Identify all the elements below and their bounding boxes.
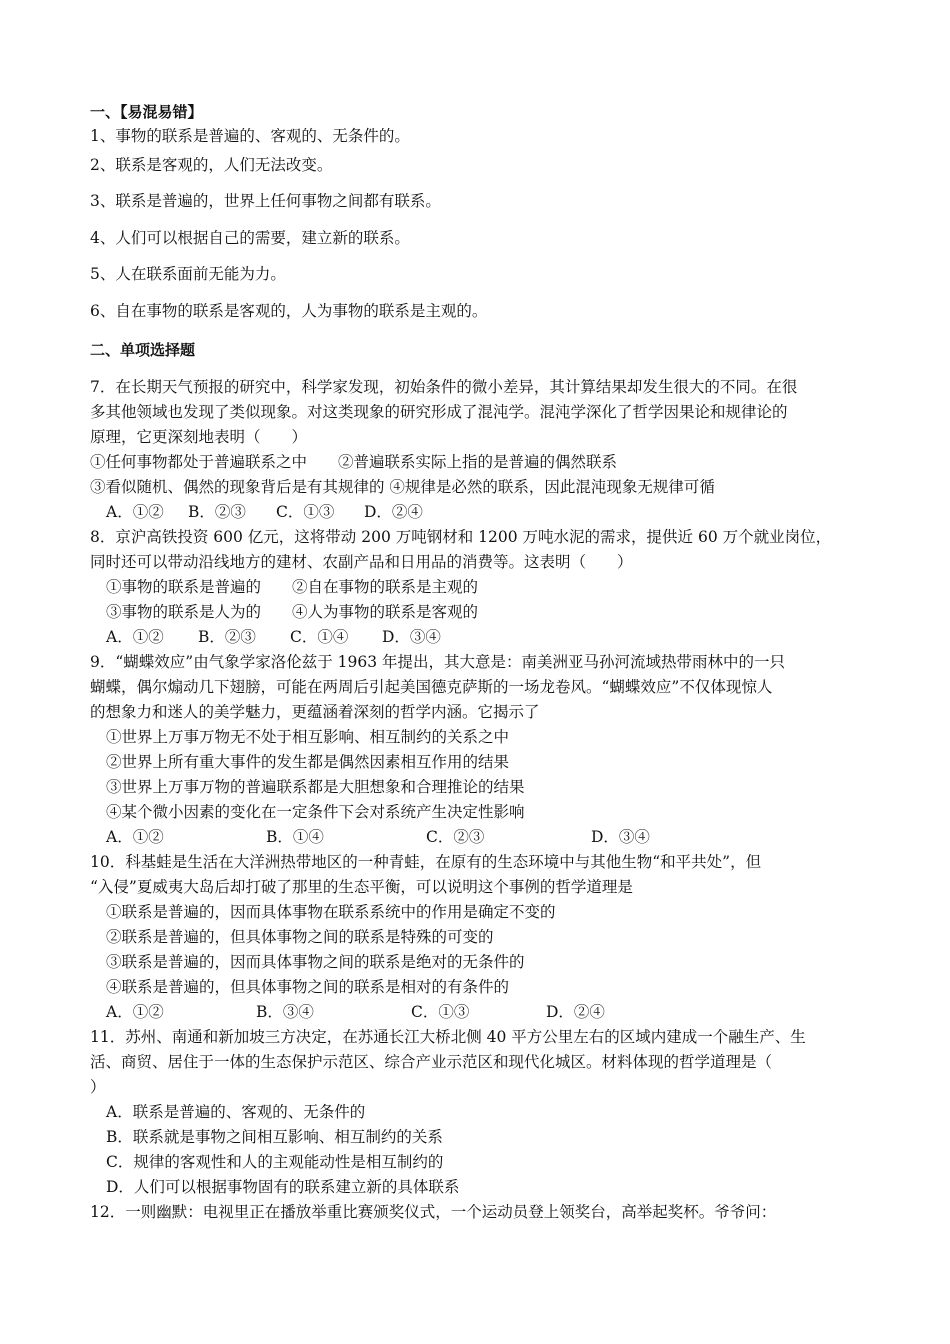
- answer-options: [90, 500, 870, 525]
- section-heading: 二、单项选择题: [90, 340, 196, 359]
- fact-item: 4、人们可以根据自己的需要，建立新的联系。: [90, 228, 410, 247]
- choice-statement: ③事物的联系是人为的 ④人为事物的联系是客观的: [106, 602, 479, 621]
- question-stem: “入侵”夏威夷大岛后却打破了那里的生态平衡，可以说明这个事例的哲学道理是: [90, 877, 633, 896]
- question-stem: 的想象力和迷人的美学魅力，更蕴涵着深刻的哲学内涵。它揭示了: [90, 702, 540, 721]
- question-stem: 原理，它更深刻地表明（ ）: [90, 427, 308, 446]
- choice-statement: ①任何事物都处于普遍联系之中 ②普遍联系实际上指的是普遍的偶然联系: [90, 452, 618, 471]
- option-d: D．②④: [546, 1002, 605, 1021]
- answer-options: [90, 1000, 870, 1025]
- answer-option: C．规律的客观性和人的主观能动性是相互制约的: [106, 1152, 444, 1171]
- fact-item: 2、联系是客观的，人们无法改变。: [90, 156, 333, 174]
- option-d: D．②④: [364, 502, 423, 521]
- question-stem: 同时还可以带动沿线地方的建材、农副产品和日用品的消费等。这表明（ ）: [90, 552, 633, 571]
- option-b: B．②③: [188, 502, 246, 521]
- option-a: A．①②: [106, 827, 164, 846]
- question-stem: 蝴蝶，偶尔煽动几下翅膀，可能在两周后引起美国德克萨斯的一场龙卷风。“蝴蝶效应”不仅体现惊人: [90, 677, 773, 696]
- option-b: B．③④: [256, 1002, 314, 1021]
- choice-statement: ①联系是普遍的，因而具体事物在联系系统中的作用是确定不变的: [106, 902, 556, 921]
- answer-options: [90, 625, 870, 650]
- question-stem: 9．“蝴蝶效应”由气象学家洛伦兹于 1963 年提出，其大意是：南美洲亚马孙河流域热带雨林中的一只: [90, 652, 786, 671]
- fact-item: 1、事物的联系是普遍的、客观的、无条件的。: [90, 127, 410, 145]
- choice-statement: ②联系是普遍的，但具体事物之间的联系是特殊的可变的: [106, 927, 494, 946]
- fact-item: 5、人在联系面前无能为力。: [90, 265, 286, 284]
- question-stem: ）: [90, 1077, 106, 1096]
- answer-option: D．人们可以根据事物固有的联系建立新的具体联系: [106, 1177, 460, 1196]
- option-a: A．①②: [106, 1002, 164, 1021]
- choice-statement: ④联系是普遍的，但具体事物之间的联系是相对的有条件的: [106, 977, 510, 996]
- option-c: C．①③: [411, 1002, 470, 1021]
- section-heading: 一、【易混易错】: [90, 103, 203, 121]
- question-stem: 10．科基蛙是生活在大洋洲热带地区的一种青蛙，在原有的生态环境中与其他生物“和平共处”，但: [90, 852, 762, 871]
- choice-statement: ③看似随机、偶然的现象背后是有其规律的 ④规律是必然的联系，因此混沌现象无规律可循: [90, 477, 715, 496]
- option-d: D．③④: [382, 627, 441, 646]
- option-d: D．③④: [591, 827, 650, 846]
- choice-statement: ④某个微小因素的变化在一定条件下会对系统产生决定性影响: [106, 802, 525, 821]
- answer-option: A．联系是普遍的、客观的、无条件的: [106, 1102, 366, 1121]
- choice-statement: ②世界上所有重大事件的发生都是偶然因素相互作用的结果: [106, 752, 510, 771]
- option-a: A．①②: [106, 502, 164, 521]
- option-c: C．②③: [426, 827, 485, 846]
- option-a: A．①②: [106, 627, 164, 646]
- question-stem: 活、商贸、居住于一体的生态保护示范区、综合产业示范区和现代化城区。材料体现的哲学道理是（: [90, 1052, 773, 1071]
- question-stem: 多其他领域也发现了类似现象。对这类现象的研究形成了混沌学。混沌学深化了哲学因果论和规律论的: [90, 402, 788, 421]
- answer-option: B．联系就是事物之间相互影响、相互制约的关系: [106, 1127, 443, 1146]
- choice-statement: ③世界上万事万物的普遍联系都是大胆想象和合理推论的结果: [106, 777, 525, 796]
- document-page: [90, 100, 870, 1225]
- option-c: C．①④: [290, 627, 349, 646]
- fact-item: 3、联系是普遍的，世界上任何事物之间都有联系。: [90, 192, 441, 211]
- answer-options: [90, 825, 870, 850]
- choice-statement: ③联系是普遍的，因而具体事物之间的联系是绝对的无条件的: [106, 952, 525, 971]
- question-stem: 12．一则幽默：电视里正在播放举重比赛颁奖仪式，一个运动员登上领奖台，高举起奖杯。爷爷问：: [90, 1202, 777, 1221]
- option-b: B．①④: [266, 827, 324, 846]
- choice-statement: ①世界上万事万物无不处于相互影响、相互制约的关系之中: [106, 727, 510, 746]
- option-b: B．②③: [198, 627, 256, 646]
- choice-statement: ①事物的联系是普遍的 ②自在事物的联系是主观的: [106, 577, 479, 596]
- question-stem: 11．苏州、南通和新加坡三方决定，在苏通长江大桥北侧 40 平方公里左右的区域内建成一个融生产、生: [90, 1027, 806, 1046]
- question-stem: 8．京沪高铁投资 600 亿元，这将带动 200 万吨钢材和 1200 万吨水泥的需求，提供近 60 万个就业岗位，: [90, 527, 832, 546]
- option-c: C．①③: [276, 502, 335, 521]
- question-stem: 7．在长期天气预报的研究中，科学家发现，初始条件的微小差异，其计算结果却发生很大的不同。在很: [90, 377, 798, 396]
- fact-item: 6、自在事物的联系是客观的，人为事物的联系是主观的。: [90, 301, 488, 320]
